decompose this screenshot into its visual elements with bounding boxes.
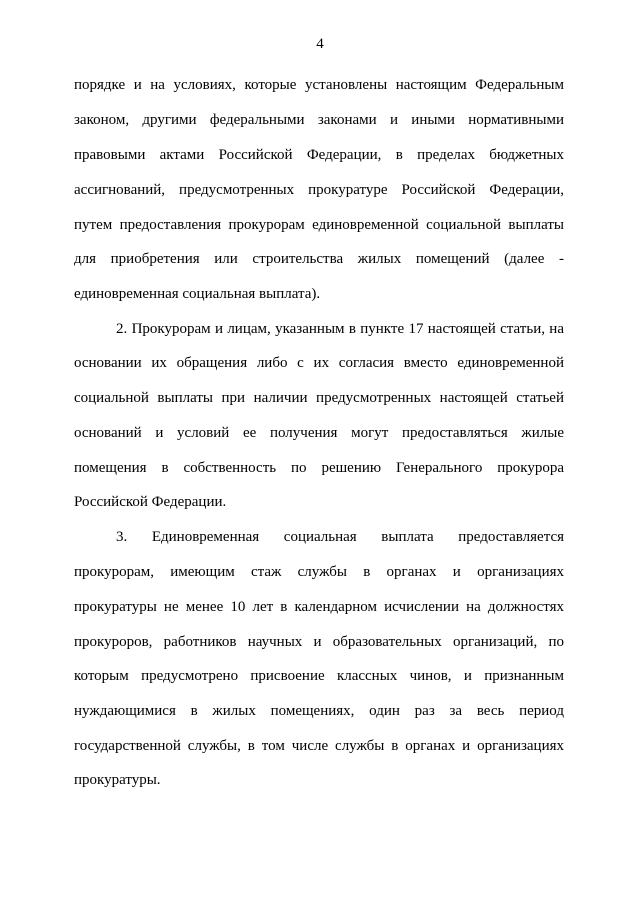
text-line: правовыми актами Российской Федерации, в пределах бюджетных xyxy=(74,147,564,163)
text-line: социальной выплаты при наличии предусмотренных настоящей статьей xyxy=(74,390,564,406)
text-line: 2. Прокурорам и лицам, указанным в пункте 17 настоящей статьи, на xyxy=(116,321,564,337)
text-line: нуждающимися в жилых помещениях, один раз за весь период xyxy=(74,703,564,719)
text-line: порядке и на условиях, которые установлены настоящим Федеральным xyxy=(74,77,564,93)
page-number: 4 xyxy=(316,36,324,52)
text-line: ассигнований, предусмотренных прокуратуре Российской Федерации, xyxy=(74,182,564,198)
text-line: единовременная социальная выплата). xyxy=(74,286,321,302)
text-line: путем предоставления прокурорам единовременной социальной выплаты xyxy=(74,217,564,233)
text-line: Российской Федерации. xyxy=(74,494,227,510)
text-line: законом, другими федеральными законами и иными нормативными xyxy=(74,112,564,128)
text-line: прокуроров, работников научных и образовательных организаций, по xyxy=(74,634,564,650)
text-line: для приобретения или строительства жилых помещений (далее - xyxy=(74,251,564,267)
text-line: основании их обращения либо с их согласия вместо единовременной xyxy=(74,355,564,371)
text-line: прокуратуры не менее 10 лет в календарном исчислении на должностях xyxy=(74,599,564,615)
text-line: которым предусмотрено присвоение классных чинов, и признанным xyxy=(74,668,564,684)
text-line: помещения в собственность по решению Генерального прокурора xyxy=(74,460,564,476)
text-line: прокурорам, имеющим стаж службы в органах и организациях xyxy=(74,564,564,580)
text-line: прокуратуры. xyxy=(74,772,161,788)
text-line: 3. Единовременная социальная выплата предоставляется xyxy=(116,529,564,545)
text-line: государственной службы, в том числе службы в органах и организациях xyxy=(74,738,564,754)
text-line: оснований и условий ее получения могут предоставляться жилые xyxy=(74,425,564,441)
